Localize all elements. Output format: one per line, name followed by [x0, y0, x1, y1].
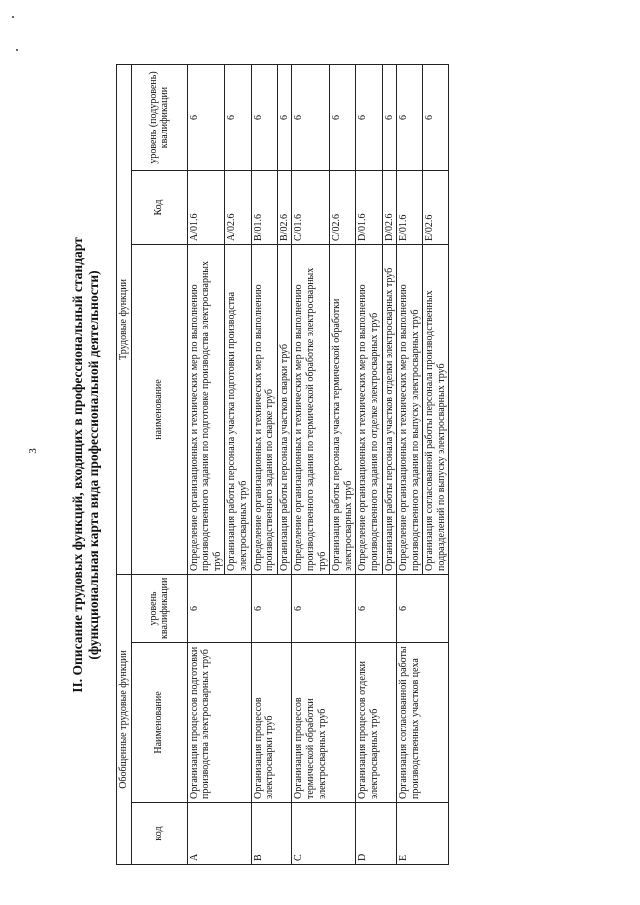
scan-speck [12, 16, 14, 18]
function-level: 6 [330, 65, 356, 171]
function-name: Организация работы персонала участка термической обработки электросварных труб [330, 245, 356, 575]
group-code: E [397, 803, 449, 865]
level-header: уровень квалификации [131, 575, 187, 643]
function-name: Организация работы персонала участков отделки электросварных труб [382, 245, 397, 575]
group-name: Организация процессов подготовки производства электросварных труб [187, 643, 251, 803]
function-code: D/02.6 [382, 171, 397, 245]
tf-name-header: наименование [131, 245, 187, 575]
group-code: C [292, 803, 356, 865]
document-title [70, 65, 104, 865]
function-level: 6 [292, 65, 330, 171]
function-code: D/01.6 [356, 171, 382, 245]
group-level: 6 [397, 575, 449, 643]
function-level: 6 [423, 65, 449, 171]
function-name: Определение организационных и технических мер по выполнению производственного задания по подготовке производства электросварных труб [187, 245, 225, 575]
group-code: B [251, 803, 292, 865]
function-level: 6 [356, 65, 382, 171]
functional-map-table [116, 64, 449, 865]
group-level: 6 [251, 575, 292, 643]
scan-speck [16, 49, 18, 51]
group-code: D [356, 803, 397, 865]
function-level: 6 [277, 65, 292, 171]
group-level: 6 [292, 575, 356, 643]
function-level: 6 [251, 65, 277, 171]
function-name: Организация работы персонала участка подготовки производства электросварных труб [225, 245, 251, 575]
function-name: Организация работы персонала участков сварки труб [277, 245, 292, 575]
labor-functions-header: Трудовые функции [117, 65, 132, 575]
tf-code-header: Код [131, 171, 187, 245]
function-code: B/01.6 [251, 171, 277, 245]
page-number: 3 [26, 448, 39, 454]
function-level: 6 [397, 65, 423, 171]
group-name: Организация процессов электросварки труб [251, 643, 292, 803]
function-name: Организация согласованной работы персонала производственных подразделений по выпуску электросварных труб [423, 245, 449, 575]
function-code: C/01.6 [292, 171, 330, 245]
group-level: 6 [356, 575, 397, 643]
function-name: Определение организационных и технических мер по выполнению производственного задания по выпуску электросварных труб [397, 245, 423, 575]
function-level: 6 [382, 65, 397, 171]
function-code: E/01.6 [397, 171, 423, 245]
function-name: Определение организационных и технических мер по выполнению производственного задания по сварке труб [251, 245, 277, 575]
group-level: 6 [187, 575, 251, 643]
table-row [397, 65, 423, 865]
group-name: Организация согласованной работы производственных участков цеха [397, 643, 449, 803]
code-header: код [131, 803, 187, 865]
function-level: 6 [225, 65, 251, 171]
generalized-functions-header: Обобщенные трудовые функции [117, 575, 132, 865]
table-row [187, 65, 225, 865]
title-line-1: II. Описание трудовых функций, входящих в профессиональный стандарт [70, 237, 85, 693]
function-code: A/01.6 [187, 171, 225, 245]
function-code: C/02.6 [330, 171, 356, 245]
function-code: B/02.6 [277, 171, 292, 245]
function-name: Определение организационных и технических мер по выполнению производственного задания по термической обработке электросварных труб [292, 245, 330, 575]
function-level: 6 [187, 65, 225, 171]
table-row [292, 65, 330, 865]
tf-level-header: уровень (подуровень) квалификации [131, 65, 187, 171]
group-code: A [187, 803, 251, 865]
function-code: A/02.6 [225, 171, 251, 245]
group-name: Организация процессов отделки электросварных труб [356, 643, 397, 803]
table-row [356, 65, 382, 865]
group-name: Организация процессов термической обработки электросварных труб [292, 643, 356, 803]
name-header: Наименование [131, 643, 187, 803]
function-name: Определение организационных и технических мер по выполнению производственного задания по отделке электросварных труб [356, 245, 382, 575]
table-row [251, 65, 277, 865]
function-code: E/02.6 [423, 171, 449, 245]
title-line-2: (функциональная карта вида профессиональной деятельности) [86, 270, 101, 660]
rotated-page-content [70, 65, 610, 865]
